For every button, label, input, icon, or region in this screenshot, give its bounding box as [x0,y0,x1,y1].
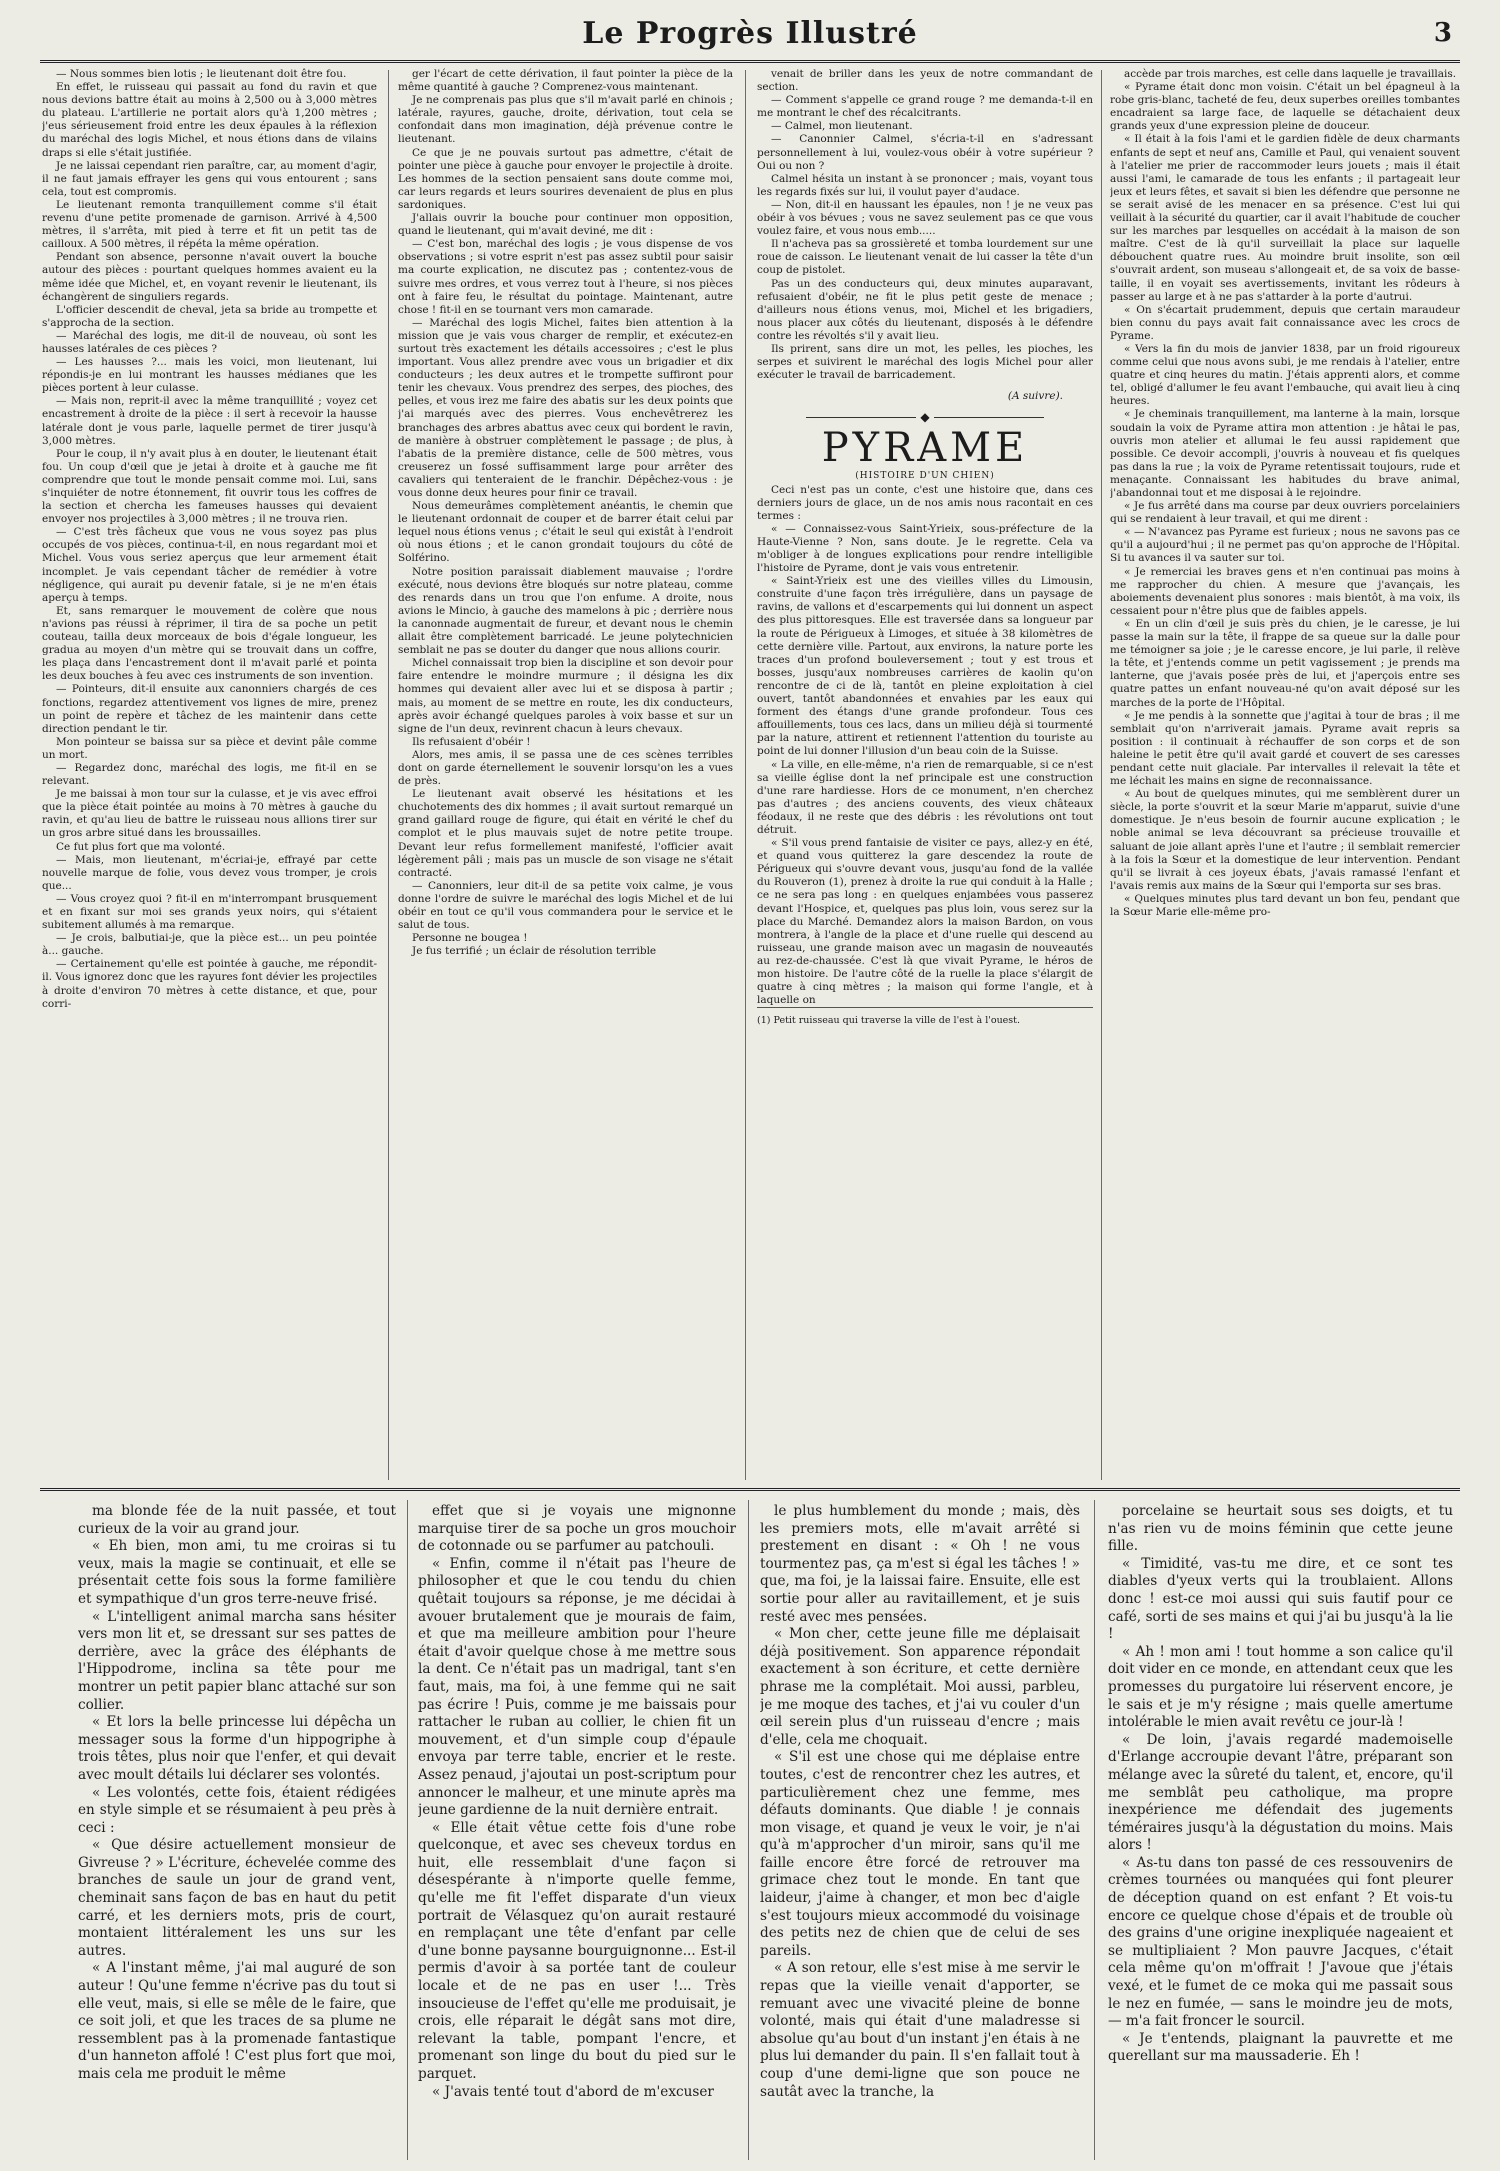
paragraph: — Les hausses ?... mais les voici, mon lieutenant, lui répondis-je en lui montrant les hausses médianes que les pièces portent à leur culasse. [42,356,377,395]
paragraph: ma blonde fée de la nuit passée, et tout curieux de la voir au grand jour. [78,1503,396,1537]
lower-column-3 [760,1503,1080,2161]
paragraph: « Je cheminais tranquillement, ma lanterne à la main, lorsque soudain la voix de Pyrame attira mon attention : je hâtai le pas, ouvris mon atelier et allumai le feu aussi rapidement que possible. Ce devoir accompli, j'ouvris à nouveau et fis quelques pas dans la rue ; la voix de Pyrame retentissait toujours, rude et menaçante. Connaissant les habitudes du brave animal, j'abandonnai tout et me disposai à le rejoindre. [1110,408,1460,499]
paragraph: porcelaine se heurtait sous ses doigts, et tu n'as rien vu de moins féminin que cette jeune fille. [1108,1503,1453,1555]
paragraph: « Quelques minutes plus tard devant un bon feu, pendant que la Sœur Marie elle-même pro- [1110,892,1460,918]
paragraph: « Vers la fin du mois de janvier 1838, par un froid rigoureux comme celui que nous avons subi, je me rendais à l'atelier, entre quatre et cinq heures du matin. J'étais apprenti alors, et comme tel, obligé d'allumer le feu avant l'embauche, qui avait lieu à cinq heures. [1110,342,1460,408]
paragraph: Ce fut plus fort que ma volonté. [56,840,226,853]
lower-column-1 [78,1503,396,2161]
paragraph: « S'il vous prend fantaisie de visiter ce pays, allez-y en été, et quand vous quitterez la gare descendez la route de Périgueux qui s'ouvre devant vous, jusqu'au fond de la vallée du Rouveron (1), prenez à droite la rue qui conduit à la Halle ; ce ne sera pas long : en quelques enjambées vous passerez devant l'Hospice, et, quelques pas plus loin, vous serez sur la place du Marché. Demandez alors la maison Bardon, on vous montrera, à l'angle de la place et d'une ruelle qui descend au ruisseau, une grande maison avec un magasin de nouveautés au rez-de-chaussée. C'est là que vivait Pyrame, le héros de mon histoire. De l'autre côté de la ruelle la place s'élargit de quatre à cinq mètres ; la maison qui forme l'angle, et à laquelle on [757,837,1093,1007]
paragraph: « Je me pendis à la sonnette que j'agitai à tour de bras ; il me semblait qu'on n'arriverait jamais. Pyrame avait repris sa position : il continuait à réchauffer de son corps et de son haleine le petit être qu'il avait gardé et couvert de ses caresses pendant cette nuit glaciale. Par intervalles il relevait la tête et me léchait les mains en signe de reconnaissance. [1110,709,1460,788]
paragraph: — Regardez donc, maréchal des logis, me fit-il en se relevant. [42,761,377,788]
paragraph: « — Connaissez-vous Saint-Yrieix, sous-préfecture de la Haute-Vienne ? Non, sans doute. Je le regrette. Cela va m'obliger à de longues explications pour rendre intelligible l'histoire de Pyrame, dont je vais vous entretenir. [757,522,1093,575]
paragraph: « A l'instant même, j'ai mal auguré de son auteur ! Qu'une femme n'écrive pas du tout si elle veut, mais, si elle se mêle de le faire, que ce soit joli, et que les traces de sa plume ne ressemblent pas à la promenade fantastique d'un hanneton affolé ! C'est plus fort que moi, mais cela me produit le même [78,1960,396,2082]
paragraph: Le lieutenant avait observé les hésitations et les chuchotements des dix hommes ; il avait surtout remarqué un grand gaillard rouge de figure, qui était en vérité le chef du complot et le plus mauvais sujet de notre petite troupe. Devant leur refus formellement manifesté, l'officier avait légèrement pâli ; mais pas un muscle de son visage ne s'était contracté. [398,788,733,879]
paragraph: « Eh bien, mon ami, tu me croiras si tu veux, mais la magie se continuait, et elle se présentait cette fois sous la forme familière et sympathique d'un gros terre-neuve frisé. [78,1538,396,1607]
paragraph: « Je remerciai les braves gens et n'en continuai pas moins à me rapprocher du chien. A mesure que j'avançais, les aboiements devenaient plus sonores : mais bientôt, à ma voix, ils cessaient pour n'être plus que de faibles appels. [1110,565,1460,617]
paragraph: « As-tu dans ton passé de ces ressouvenirs de crèmes tournées ou manquées qui font pleurer de déception quand on est enfant ? Et vois-tu encore ce quelque chose d'épais et de trouble où des grains d'une origine inexpliquée nageaient et se multipliaient ? Mon pauvre Jacques, c'était cela même qu'on m'offrait ! J'avoue que j'étais vexé, et le fumet de ce moka qui me passait sous le nez en fumée, — sans le moindre jeu de mots, — m'a fait froncer le sourcil. [1108,1854,1453,2030]
paragraph: — Comment s'appelle ce grand rouge ? me demanda-t-il en me montrant le chef des récalcitrants. [757,94,1093,120]
paragraph: « Je fus arrêté dans ma course par deux ouvriers porcelainiers qui se rendaient à leur travail, et qui me dirent : [1110,500,1460,526]
paragraph: Pas un des conducteurs qui, deux minutes auparavant, refusaient d'obéir, ne fit le plus petit geste de menace ; d'ailleurs nous étions venus, moi, Michel et les brigadiers, nous placer aux côtés du lieutenant, disposés à le défendre contre les révoltés s'il y avait lieu. [757,277,1093,342]
paragraph: Notre position paraissait diablement mauvaise ; l'ordre exécuté, nous devions être bloqués sur notre plateau, comme des renards dans un trou que l'on enfume. A droite, nous avions le Mincio, à gauche des mamelons à pic ; derrière nous la canonnade augmentait de fureur, et devant nous le chemin allait être complètement barricadé. Le jeune polytechnicien semblait ne pas se douter du danger que nous allions courir. [398,565,733,657]
paragraph: « Pyrame était donc mon voisin. C'était un bel épagneul à la robe gris-blanc, tacheté de feu, deux superbes oreilles tombantes encadraient sa large face, de laquelle se détachaient deux grands yeux d'une expression pleine de douceur. [1110,81,1460,133]
upper-column-1 [42,68,377,1481]
paragraph: — Vous croyez quoi ? fit-il en m'interrompant brusquement et en fixant sur moi ses grands yeux noirs, qui s'étaient subitement allumés à ma remarque. [42,892,377,932]
paragraph: le plus humblement du monde ; mais, dès les premiers mots, elle m'avait arrêté si prestement en disant : « Oh ! ne vous tourmentez pas, ça m'est si égal les tâches ! » que, ma foi, je la laissai faire. Ensuite, elle est sortie pour aller au ravitaillement, et je suis resté avec mes pensées. [760,1503,1080,1625]
article-body [757,484,1093,1008]
paragraph: « Ah ! mon ami ! tout homme a son calice qu'il doit vider en ce monde, en attendant ceux que les promesses du purgatoire lui réservent encore, je le sais et je m'y résigne ; mais quelle amertume intolérable le mien avait revêtu ce jour-là ! [1108,1643,1453,1731]
paragraph: — Maréchal des logis Michel, faites bien attention à la mission que je vais vous charger de remplir, et exécutez-en surtout très exactement les détails accessoires ; c'est le plus important. Vous allez prendre avec vous un brigadier et dix conducteurs ; les deux autres et le trompette suffiront pour tenir les chevaux. Vous prendrez des serpes, des pioches, des pelles, et vous irez me faire des abatis sur les deux points que j'ai marqués avec des pierres. Vous enchevêtrerez les branchages des arbres abattus avec ceux qui bordent le ravin, de manière à obstruer complètement le passage ; de plus, à l'abatis de la première distance, celle de 500 mètres, vous creuserez un fossé suffisamment large pour arrêter des cavaliers qui tenteraient de le franchir. Dépêchez-vous : je vous donne deux heures pour finir ce travail. [398,316,733,499]
paragraph: Calmel hésita un instant à se prononcer ; mais, voyant tous les regards fixés sur lui, il voulut payer d'audace. [757,172,1093,198]
paragraph: Alors, mes amis, il se passa une de ces scènes terribles dont on garde éternellement le souvenir lorsqu'on les a vues de près. [398,748,733,788]
paragraph: « Je t'entends, plaignant la pauvrette et me querellant sur ma maussaderie. Eh ! [1108,2030,1453,2065]
upper-column-2 [398,68,733,1481]
paragraph: Le lieutenant remonta tranquillement comme s'il était revenu d'une petite promenade de garnison. Arrivé à 4,500 mètres, il s'arrêta, mit pied à terre et fit un petit tas de cailloux. A 500 mètres, il répéta la même opération. [42,198,377,251]
paragraph: accède par trois marches, est celle dans laquelle je travaillais. [1124,68,1457,80]
paragraph: Je fus terrifié ; un éclair de résolution terrible [412,945,657,958]
paragraph: Mon pointeur se baissa sur sa pièce et devint pâle comme un mort. [42,735,377,761]
upper-column-4 [1110,68,1460,1481]
paragraph: Nous demeurâmes complètement anéantis, le chemin que le lieutenant ordonnait de couper et de barrer était celui par lequel nous étions venus ; c'était le seul qui existât à l'endroit où nous étions ; et le canon grondait toujours du côté de Solférino. [398,500,733,565]
paragraph: Il n'acheva pas sa grossièreté et tomba lourdement sur une roue de caisson. Le lieutenant venait de lui casser la tête d'un coup de pistolet. [757,238,1093,277]
column-rule [1094,1500,1095,2160]
paragraph: — Calmel, mon lieutenant. [771,120,913,133]
paragraph: Et, sans remarquer le mouvement de colère que nous n'avions pas réussi à réprimer, il tira de sa poche un petit couteau, tailla deux morceaux de bois d'égale longueur, les gradua au moyen d'un mètre qui se trouvait dans un coffre, les plaça dans l'encastrement dont il m'avait parlé et pointa les deux bouches à feu avec ces instruments de son invention. [42,604,377,683]
paragraph: « A son retour, elle s'est mise à me servir le repas que la vieille venait d'apporter, se remuant avec une vivacité pleine de bonne volonté, mais qui était d'une maladresse si absolue qu'au bout d'un instant j'en étais à ne plus lui demander du pain. Il s'en fallait tout à coup d'une demi-ligne que son pouce ne sautât avec la tranche, la [760,1960,1080,2100]
lower-column-2 [418,1503,736,2161]
paragraph: « La ville, en elle-même, n'a rien de remarquable, si ce n'est sa vieille église dont la nef principale est une construction d'une rare hardiesse. Hors de ce monument, n'en cherchez pas d'autres ; des anciens couvents, des vieux châteaux féodaux, il ne reste que des débris : les révolutions ont tout détruit. [757,758,1093,836]
paragraph: — Nous sommes bien lotis ; le lieutenant doit être fou. [56,68,347,80]
paragraph: « Et lors la belle princesse lui dépêcha un messager sous la forme d'un hippogriphe à trois têtes, plus noir que l'enfer, et qui devait avec moult détails lui déclarer ses volontés. [78,1714,396,1783]
article-title: PYRAME [821,425,1029,472]
column-rule [745,70,746,1480]
section-ornament: ◆ [757,411,1093,424]
paragraph: Pendant son absence, personne n'avait ouvert la bouche autour des pièces : pourtant quelques hommes avaient eu la même idée que Michel, et, en voyant revenir le lieutenant, ils échangèrent de singuliers regards. [42,251,377,303]
paragraph: — Certainement qu'elle est pointée à gauche, me répondit-il. Vous ignorez donc que les rayures font dévier les projectiles à droite d'environ 70 mètres à cette distance, et que, pour corri- [42,958,377,1010]
paragraph: Personne ne bougea ! [412,932,528,945]
paragraph: « Saint-Yrieix est une des vieilles villes du Limousin, construite d'une façon très irrégulière, dans un paysage de ravins, de vallons et d'escarpements qui lui donnent un aspect des plus pittoresques. Elle est traversée dans sa longueur par la route de Périgueux à Limoges, et située à 38 kilomètres de cette dernière ville. Partout, aux environs, la nature porte les traces d'un profond bouleversement ; tout y est trous et bosses, jusqu'aux nombreuses carrières de kaolin qu'on rencontre de ci de là, tantôt en pleine exploitation à ciel ouvert, tantôt abandonnées et envahies par les eaux qui forment des étangs d'une grande profondeur. Tous ces affouillements, tous ces lacs, dans un milieu déjà si tourmenté par la nature, attirent et retiennent l'attention du touriste au point de lui donner l'illusion d'un beau coin de la Suisse. [757,575,1093,758]
paragraph: En effet, le ruisseau qui passait au fond du ravin et que nous devions battre était au moins à 2,500 ou à 3,000 mètres du plateau. L'artillerie ne portait alors qu'à 1,200 mètres ; j'eus sérieusement froid entre les deux épaules à la réflexion du maréchal des logis Michel, et nous étions dans de vilains draps si elle s'était justifiée. [42,81,377,159]
paragraph: « S'il est une chose qui me déplaise entre toutes, c'est de rencontrer chez les autres, et particulièrement chez une femme, mes défauts dominants. Que diable ! je connais mon visage, et quand je veux le voir, je n'ai qu'à m'approcher d'un miroir, sans qu'il me faille encore être forcé de retrouver ma grimace chez tout le monde. En tant que laideur, j'aime à changer, et mon bec d'aigle s'est toujours mieux accommodé du voisinage des petits nez de chien que de celui de ses pareils. [760,1749,1080,1959]
article-subtitle: (HISTOIRE D'UN CHIEN) [855,471,995,482]
paragraph: — Canonniers, leur dit-il de sa petite voix calme, je vous donne l'ordre de suivre le maréchal des logis Michel et de lui obéir en tout ce qu'il vous commandera pour le service et le salut de tous. [398,879,733,932]
paragraph: « L'intelligent animal marcha sans hésiter vers mon lit et, se dressant sur ses pattes de derrière, avec la grâce des éléphants de l'Hippodrome, inclina sa tête pour me montrer un petit papier blanc attaché sur son collier. [78,1608,396,1713]
paragraph: Ceci n'est pas un conte, c'est une histoire que, dans ces derniers jours de glace, un de nos amis nous racontait en ces termes : [757,483,1093,522]
upper-column-3 [757,68,1093,1481]
paragraph: — Je crois, balbutiai-je, que la pièce est... un peu pointée à... gauche. [42,932,377,958]
paragraph: — Pointeurs, dit-il ensuite aux canonniers chargés de ces fonctions, regardez attentivement vos lignes de mire, prenez un point de repère et tâchez de les maintenir dans cette direction pendant le tir. [42,683,377,735]
paragraph: — Maréchal des logis, me dit-il de nouveau, où sont les hausses latérales de ces pièces ? [42,329,377,355]
paragraph: ger l'écart de cette dérivation, il faut pointer la pièce de la même quantité à gauche ? Comprenez-vous maintenant. [398,68,733,94]
newspaper-title: Le Progrès Illustré [582,16,918,51]
column-rule [748,1500,749,2160]
column-rule [388,70,389,1480]
paragraph: Ce que je ne pouvais surtout pas admettre, c'était de pointer une pièce à gauche pour envoyer le projectile à droite. Les hommes de la section pensaient sans doute comme moi, car leurs regards et leurs sourires devenaient de plus en plus sardoniques. [398,146,733,211]
paragraph: J'allais ouvrir la bouche pour continuer mon opposition, quand le lieutenant, qui m'avait deviné, me dit : [398,212,733,238]
paragraph: Ils refusaient d'obéir ! [412,735,531,748]
paragraph: — C'est bon, maréchal des logis ; je vous dispense de vos observations ; si votre esprit n'est pas assez subtil pour saisir ma courte explication, ne discutez pas ; contentez-vous de suivre mes ordres, et vous verrez tout à l'heure, si nos pièces ont à faire feu, le résultat du pointage. Maintenant, autre chose ! fit-il en se tournant vers mon camarade. [398,238,733,316]
paragraph: — Mais non, reprit-il avec la même tranquillité ; voyez cet encastrement à droite de la pièce : il sert à recevoir la hausse latérale dont je vous parle, laquelle permet de tirer jusqu'à 3,000 mètres. [42,395,377,447]
lower-column-4 [1108,1503,1453,2161]
paragraph: effet que si je voyais une mignonne marquise tirer de sa poche un gros mouchoir de cotonnade ou se parfumer au patchouli. [418,1503,736,1555]
paragraph: « — N'avancez pas Pyrame est furieux ; nous ne savons pas ce qu'il a aujourd'hui ; il ne permet pas qu'on approche de l'Hôpital. Si tu avances il va sauter sur toi. [1110,526,1460,565]
column-rule [407,1500,408,2160]
section-divider [40,1488,1460,1491]
masthead [40,10,1460,63]
footnote: (1) Petit ruisseau qui traverse la ville de l'est à l'ouest. [757,1007,1093,1027]
paragraph: — Non, dit-il en haussant les épaules, non ! je ne veux pas obéir à vos bévues ; vous ne savez seulement pas ce que vous voulez faire, et vous nous emb..... [757,198,1093,238]
paragraph: « On s'écartait prudemment, depuis que certain maraudeur bien connu du pays avait fait connaissance avec les crocs de Pyrame. [1110,303,1460,342]
paragraph: venait de briller dans les yeux de notre commandant de section. [757,68,1093,94]
story-end [757,68,1093,382]
paragraph: « Que désire actuellement monsieur de Givreuse ? » L'écriture, échevelée comme des branches de saule un jour de grand vent, cheminait sans façon de bas en haut du petit carré, et les derniers mots, pris de court, montaient littéralement les uns sur les autres. [78,1837,396,1959]
paragraph: « Mon cher, cette jeune fille me déplaisait déjà positivement. Son apparence répondait exactement à son écriture, et cette dernière phrase me la complétait. Moi aussi, parbleu, je me moque des taches, et j'ai vu couler d'un œil serein plus d'un ruisseau d'encre ; mais d'elle, cela me choquait. [760,1626,1080,1748]
to-be-continued: (A suivre). [1007,390,1063,403]
paragraph: Je ne comprenais pas plus que s'il m'avait parlé en chinois ; latérale, rayures, gauche, droite, dérivation, tout cela se confondait dans mon imagination, déjà prévenue contre le lieutenant. [398,94,733,146]
paragraph: — Mais, mon lieutenant, m'écriai-je, effrayé par cette nouvelle marque de folie, vous devez vous tromper, je crois que... [42,853,377,892]
paragraph: — Canonnier Calmel, s'écria-t-il en s'adressant personnellement à lui, voulez-vous obéir à votre supérieur ? Oui ou non ? [757,133,1093,172]
paragraph: « Timidité, vas-tu me dire, et ce sont tes diables d'yeux verts qui la troublaient. Allons donc ! est-ce moi aussi qui suis fautif pour ce café, sorti de ses mains et qui j'ai bu jusqu'à la lie ! [1108,1555,1453,1643]
paragraph: Ils prirent, sans dire un mot, les pelles, les pioches, les serpes et suivirent le maréchal des logis Michel pour aller exécuter le travail de barricadement. [757,342,1093,382]
page-number: 3 [1433,18,1452,48]
paragraph: Michel connaissait trop bien la discipline et son devoir pour faire entendre le moindre murmure ; il désigna les dix hommes qui devaient aller avec lui et se disposa à partir ; mais, au moment de se mettre en route, les dix conducteurs, après avoir échangé quelques paroles à voix basse et sur un signe de l'un deux, revinrent chacun à leurs chevaux. [398,657,733,735]
paragraph: — C'est très fâcheux que vous ne vous soyez pas plus occupés de vos pièces, continua-t-il, en nous regardant moi et Michel. Vous vous seriez aperçus que leur armement était incomplet. Je vais cependant tâcher de remédier à votre négligence, qui aurait pu devenir fatale, si je ne m'en étais aperçu à temps. [42,526,377,604]
paragraph: « Elle était vêtue cette fois d'une robe quelconque, et avec ses cheveux tordus en huit, elle ressemblait d'une façon si désespérante à n'importe quelle femme, qu'elle me fit l'effet disparate d'un vieux portrait de Vélasquez qu'on aurait restauré en remplaçant une tête d'enfant par celle d'une bonne paysanne bourguignonne... Est-il permis d'avoir à sa portée tant de couleur locale et de ne pas en user !... Très insoucieuse de l'effet qu'elle me produisait, je crois, elle réparait le dégât sans mot dire, relevant la table, pompant l'encre, et promenant son linge du bout du pied sur le parquet. [418,1819,736,2082]
paragraph: « Au bout de quelques minutes, qui me semblèrent durer un siècle, la porte s'ouvrit et la sœur Marie m'apparut, suivie d'une domestique. Je n'eus besoin de fournir aucune explication ; le noble animal se leva découvrant sa précieuse trouvaille et saluant de joie allant après l'une et l'autre ; il semblait remercier à la fois la Sœur et la domestique de leur intervention. Pendant qu'il se livrait à ces joyeux ébats, j'avais ramassé l'enfant et l'avais remis aux mains de la Sœur qui l'emporta sur ses bras. [1110,788,1460,892]
paragraph: « En un clin d'œil je suis près du chien, je le caresse, je lui passe la main sur la tête, il frappe de sa queue sur la dalle pour me témoigner sa joie ; je le caresse encore, je lui parle, il relève la tête, et j'entends comme un petit vagissement ; je prends ma lanterne, que j'avais posée près de lui, et j'aperçois entre ses quatre pattes un enfant nouveau-né qu'on avait déposé sur les marches de la porte de l'Hôpital. [1110,617,1460,709]
paragraph: « Il était à la fois l'ami et le gardien fidèle de deux charmants enfants de sept et neuf ans, Camille et Paul, qui venaient souvent à l'atelier me prier de raccommoder leurs jouets ; mais il était aussi l'ami, le camarade de tous les enfants ; il partageait leur jeux et leurs fêtes, et savait si bien les défendre que personne ne se serait avisé de les menacer en sa présence. C'est lui qui veillait à la sécurité du quartier, car il avait l'habitude de coucher sur les marches par lesquelles on accédait à la maison de son maître. C'est de là qu'il surveillait la place sur laquelle débouchent quatre rues. Au moindre bruit insolite, son œil s'ouvrait ardent, son museau s'allongeait et, de sa voix de basse-taille, il en voyait ses avertissements, invitant les rôdeurs à passer au large et à ne pas s'attarder à la porte d'autrui. [1110,133,1460,303]
paragraph: « Enfin, comme il n'était pas l'heure de philosopher et que le cou tendu du chien quêtait toujours sa réponse, je me décidai à avouer brutalement que je mourais de faim, et que ma meilleure ambition pour l'heure était d'avoir quelque chose à me mettre sous la dent. Ce n'était pas un madrigal, tant s'en faut, mais, ma foi, à une femme qui ne sait pas écrire ! Puis, comme je me baissais pour rattacher le ruban au collier, le chien fit un mouvement, et d'un simple coup d'épaule envoya par terre table, encrier et le reste. Assez penaud, j'ajoutai un post-scriptum pour annoncer le malheur, et une minute après ma jeune gardienne de la nuit dernière entrait. [418,1555,736,1819]
paragraph: Je ne laissai cependant rien paraître, car, au moment d'agir, il ne faut jamais effrayer les gens qui vous entourent ; sans cela, tout est compromis. [42,159,377,198]
paragraph: « De loin, j'avais regardé mademoiselle d'Erlange accroupie devant l'âtre, préparant son mélange avec la sûreté du talent, et, encore, qu'il me semblât peu catholique, ma propre inexpérience me défendait des jugements téméraires jusqu'à la dégustation du moins. Mais alors ! [1108,1731,1453,1854]
paragraph: L'officier descendit de cheval, jeta sa bride au trompette et s'approcha de la section. [42,303,377,329]
paragraph: « Les volontés, cette fois, étaient rédigées en style simple et se résumaient à peu près à ceci : [78,1784,396,1836]
paragraph: Pour le coup, il n'y avait plus à en douter, le lieutenant était fou. Un coup d'œil que je jetai à droite et à gauche me fit comprendre que tout le monde pensait comme moi. Lui, sans s'inquiéter de notre étonnement, fit ouvrir tous les coffres de la section et chercha les fameuses hausses qui devaient envoyer nos projectiles à 3,000 mètres ; il ne trouva rien. [42,447,377,526]
column-rule [1101,70,1102,1480]
paragraph: Je me baissai à mon tour sur la culasse, et je vis avec effroi que la pièce était pointée au moins à 70 mètres à gauche du ravin, et qu'au lieu de battre le ruisseau nous allions tirer sur un gros arbre situé dans les broussailles. [42,788,377,840]
paragraph: « J'avais tenté tout d'abord de m'excuser [432,2083,714,2100]
